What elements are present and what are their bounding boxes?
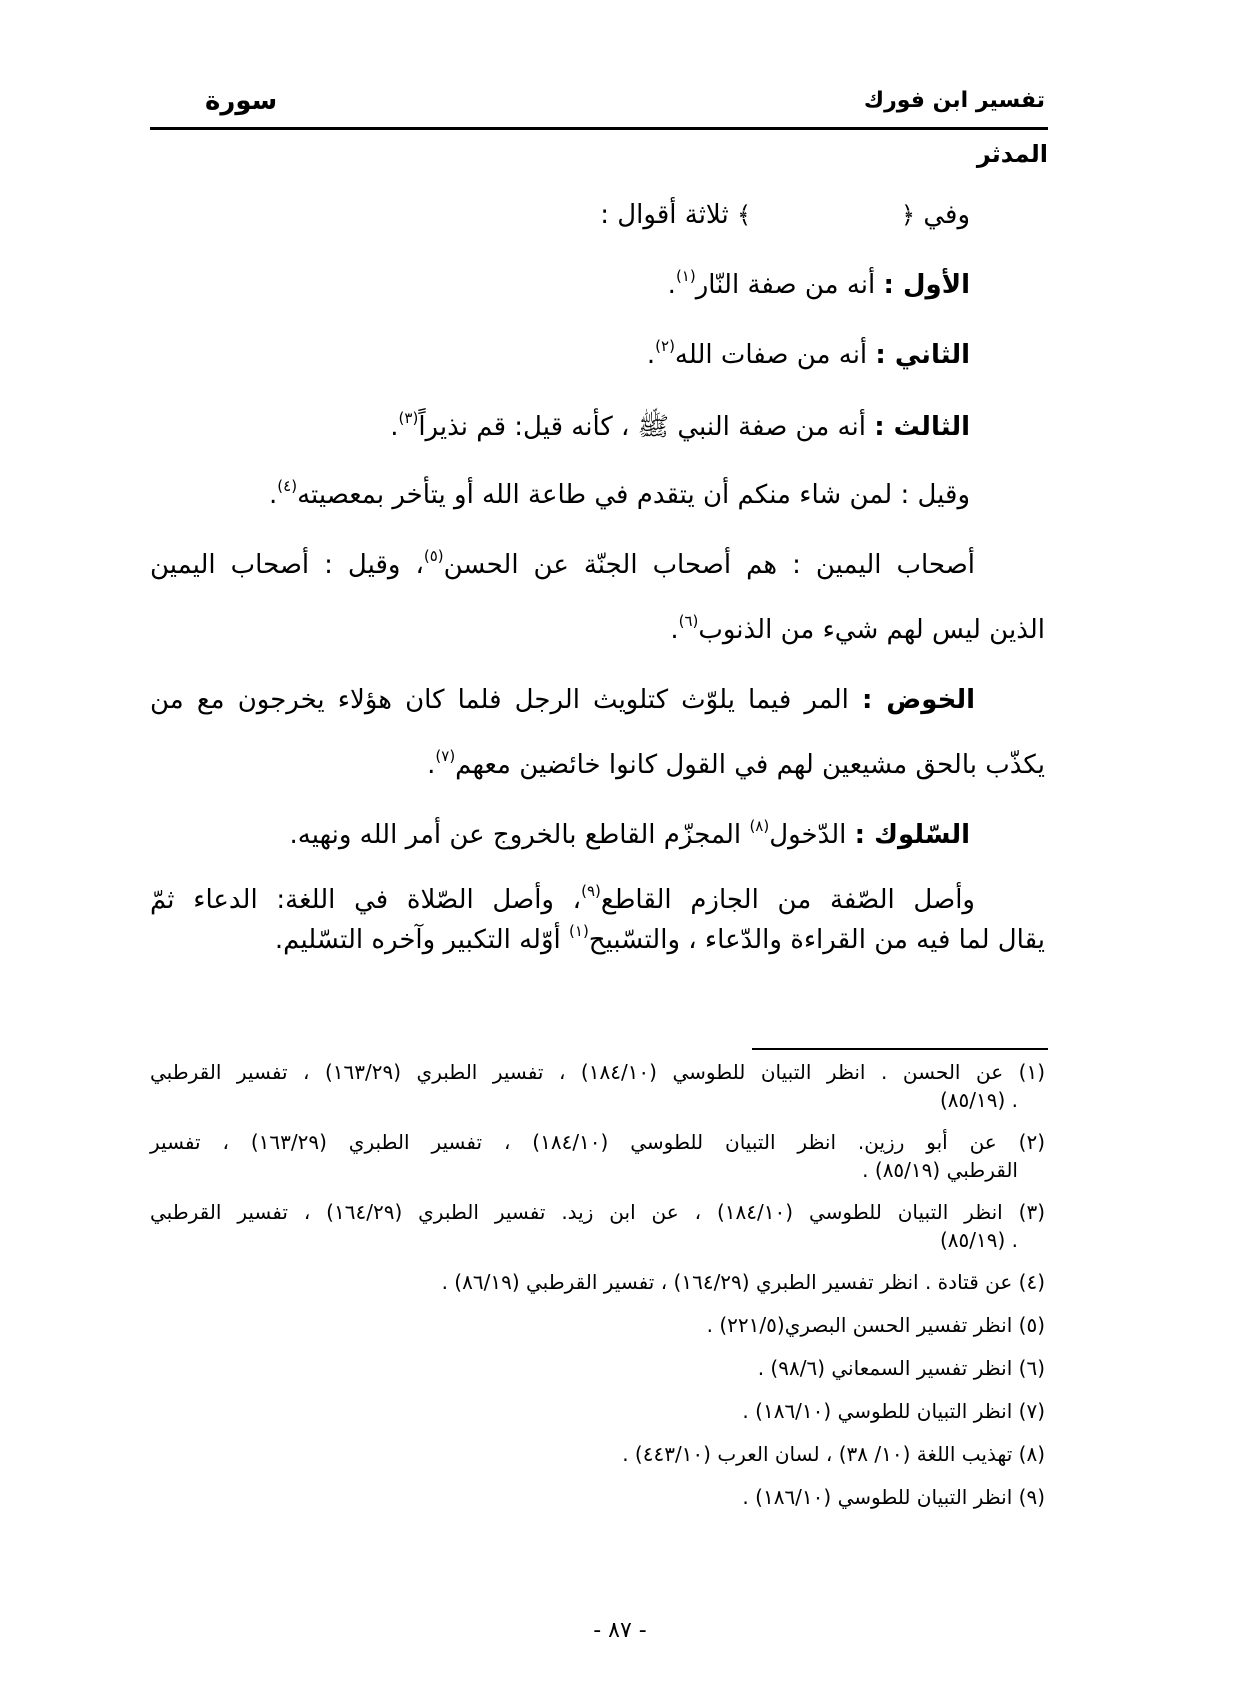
footnote-1-cont: . (٨٥/١٩) (939, 1088, 1018, 1112)
footnote-rule (752, 1048, 1048, 1050)
text-line-12: يقال لما فيه من القراءة والدّعاء ، والتسّبيح$^{(١)}$ أوّله التكبير وآخره التسّليم. (274, 922, 1045, 955)
footnote-2: (٢) عن أبو رزين. انظر التبيان للطوسي (١٨٤/١٠) ، تفسير الطبري (١٦٣/٢٩) ، تفسير (150, 1130, 1045, 1154)
text-line-9: يكذّب بالحق مشيعين لهم في القول كانوا خائضين معهم$^{(٧)}$. (427, 747, 1045, 780)
text-line-2: الأول : أنه من صفة النّار$^{(١)}$. (667, 267, 970, 300)
footnote-7: (٧) انظر التبيان للطوسي (١٨٦/١٠) . (742, 1399, 1045, 1423)
text-line-10: السّلوك : الدّخول$^{(٨)}$ المجزّم القاطع بالخروج عن أمر الله ونهيه. (289, 817, 970, 850)
text-line-4: الثالث : أنه من صفة النبي ﷺ ، كأنه قيل: قم نذيراً$^{(٣)}$. (390, 409, 970, 442)
page-number: - ٨٧ - (593, 1618, 647, 1643)
surah-label: سورة (205, 86, 278, 116)
footnote-1: (١) عن الحسن . انظر التبيان للطوسي (١٨٤/١٠) ، تفسير الطبري (١٦٣/٢٩) ، تفسير القرطبي (150, 1060, 1045, 1084)
text-line-3: الثاني : أنه من صفات الله$^{(٢)}$. (646, 337, 970, 370)
footnote-5: (٥) انظر تفسير الحسن البصري(٢٢١/٥) . (706, 1313, 1045, 1337)
footnote-3-cont: . (٨٥/١٩) (939, 1228, 1018, 1252)
footnote-3: (٣) انظر التبيان للطوسي (١٨٤/١٠) ، عن ابن زيد. تفسير الطبري (١٦٤/٢٩) ، تفسير القرطبي (150, 1200, 1045, 1224)
text-line-11: وأصل الصّفة من الجازم القاطع$^{(٩)}$، وأصل الصّلاة في اللغة: الدعاء ثمّ (150, 882, 975, 915)
text-line-8: الخوض : المر فيما يلوّث كتلويث الرجل فلما كان هؤلاء يخرجون مع من (150, 685, 975, 715)
text-line-5: وقيل : لمن شاء منكم أن يتقدم في طاعة الله أو يتأخر بمعصيته$^{(٤)}$. (269, 477, 970, 510)
surah-name: المدثر (976, 140, 1048, 168)
footnote-4: (٤) عن قتادة . انظر تفسير الطبري (١٦٤/٢٩) ، تفسير القرطبي (٨٦/١٩) . (441, 1270, 1045, 1294)
book-title: تفسير ابن فورك (863, 88, 1045, 113)
footnote-9: (٩) انظر التبيان للطوسي (١٨٦/١٠) . (742, 1485, 1045, 1509)
footnote-8: (٨) تهذيب اللغة (١٠/ ٣٨) ، لسان العرب (٤٤٣/١٠) . (622, 1442, 1045, 1466)
text-line-1: وفي ﴿﴾ ثلاثة أقوال : (600, 200, 970, 230)
header-rule (150, 127, 1048, 130)
footnote-2-cont: القرطبي (٨٥/١٩) . (862, 1158, 1018, 1182)
footnote-6: (٦) انظر تفسير السمعاني (٩٨/٦) . (757, 1356, 1045, 1380)
text-line-6: أصحاب اليمين : هم أصحاب الجنّة عن الحسن$^{(٥)}$، وقيل : أصحاب اليمين (150, 547, 976, 580)
text-line-7: الذين ليس لهم شيء من الذنوب$^{(٦)}$. (670, 612, 1045, 645)
